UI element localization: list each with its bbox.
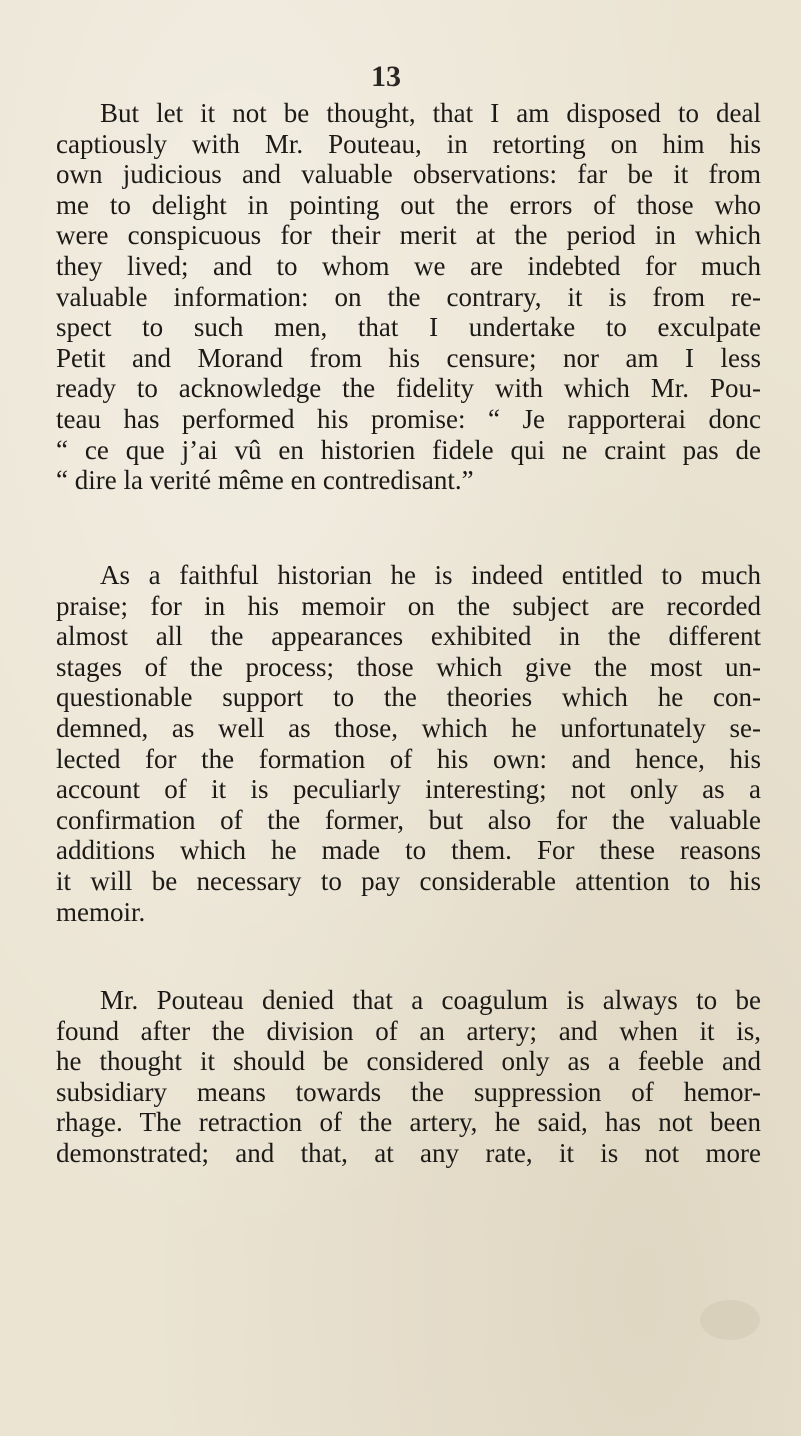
text-line: lected for the formation of his own: and hence, his xyxy=(56,743,761,774)
text-line: they lived; and to whom we are indebted for much xyxy=(56,250,761,281)
page-number: 13 xyxy=(371,60,401,93)
text-line: As a faithful historian he is indeed entitled to much xyxy=(100,560,761,590)
text-line: own judicious and valuable observations: far be it from xyxy=(56,159,761,190)
text-line: subsidiary means towards the suppression of hemor- xyxy=(56,1076,761,1107)
text-line: additions which he made to them. For these reasons xyxy=(56,835,761,866)
text-line: confirmation of the former, but also for the valuable xyxy=(56,804,761,835)
text-line: demned, as well as those, which he unfortunately se- xyxy=(56,712,761,743)
text-line: teau has performed his promise: “ Je rapporterai donc xyxy=(56,403,761,434)
text-line: found after the division of an artery; and when it is, xyxy=(56,1015,761,1046)
text-line: Mr. Pouteau denied that a coagulum is always to be xyxy=(100,985,761,1015)
paragraph-2 xyxy=(56,560,761,927)
text-line: “ dire la verité même en contredisant.” xyxy=(56,465,474,496)
text-line: captiously with Mr. Pouteau, in retorting on him his xyxy=(56,128,761,159)
text-line: almost all the appearances exhibited in the different xyxy=(56,621,761,652)
text-line: spect to such men, that I undertake to exculpate xyxy=(56,312,761,343)
text-line: But let it not be thought, that I am disposed to deal xyxy=(100,98,761,128)
text-line: ready to acknowledge the fidelity with which Mr. Pou- xyxy=(56,373,761,404)
text-line: “ ce que j’ai vû en historien fidele qui ne craint pas de xyxy=(56,434,761,465)
text-line: praise; for in his memoir on the subject are recorded xyxy=(56,590,761,621)
text-line: rhage. The retraction of the artery, he said, has not been xyxy=(56,1107,761,1138)
text-line: questionable support to the theories which he con- xyxy=(56,682,761,713)
text-line: account of it is peculiarly interesting; not only as a xyxy=(56,774,761,805)
paper-stain xyxy=(700,1300,760,1340)
text-line: were conspicuous for their merit at the period in which xyxy=(56,220,761,251)
text-line: memoir. xyxy=(56,896,146,927)
text-line: me to delight in pointing out the errors of those who xyxy=(56,189,761,220)
paragraph-3 xyxy=(56,985,761,1169)
text-line: valuable information: on the contrary, it is from re- xyxy=(56,281,761,312)
text-line: it will be necessary to pay considerable attention to his xyxy=(56,865,761,896)
paragraph-1 xyxy=(56,98,761,496)
text-line: he thought it should be considered only as a feeble and xyxy=(56,1046,761,1077)
text-line: Petit and Morand from his censure; nor am I less xyxy=(56,342,761,373)
text-line: stages of the process; those which give the most un- xyxy=(56,651,761,682)
text-line: demonstrated; and that, at any rate, it is not more xyxy=(56,1137,761,1168)
